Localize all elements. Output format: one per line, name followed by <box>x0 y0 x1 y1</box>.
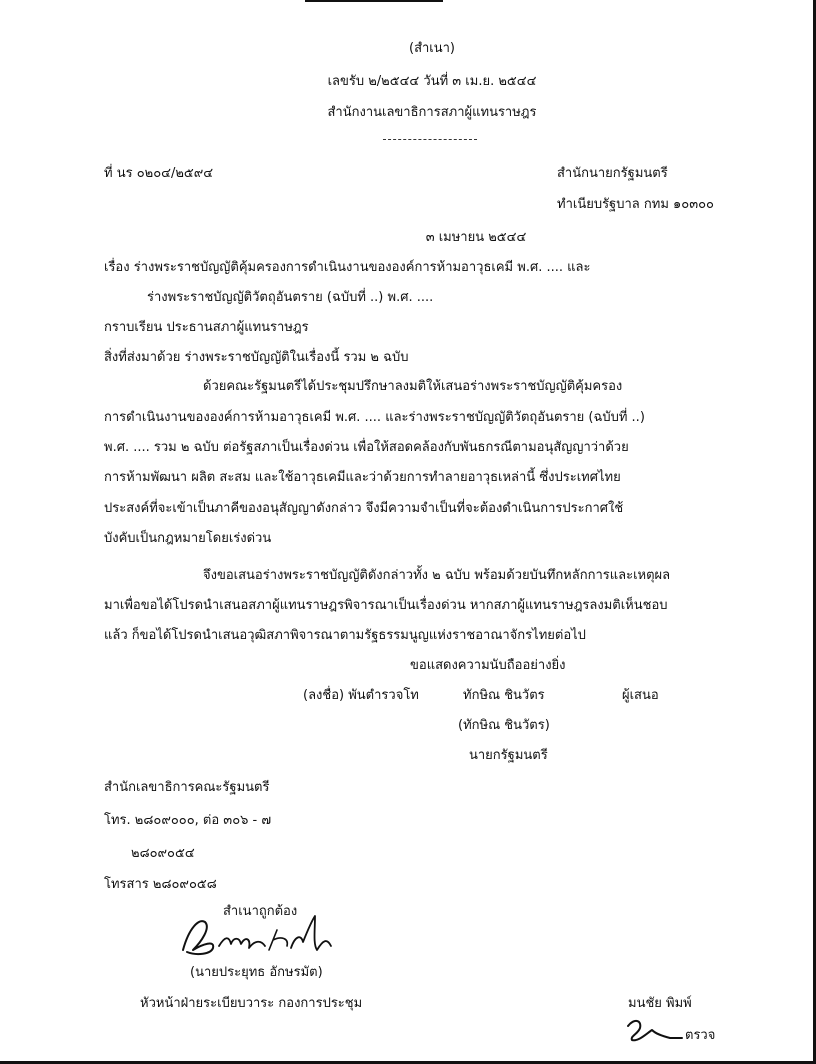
checker-initials <box>622 1014 686 1046</box>
certified-copy-label: สำเนาถูกต้อง <box>223 904 298 919</box>
typist: มนชัย พิมพ์ <box>628 996 692 1011</box>
subject-line-2: ร่างพระราชบัญญัติวัตถุอันตราย (ฉบับที่ ..) พ.ศ. .... <box>147 290 434 305</box>
copy-label: (สำเนา) <box>408 41 456 56</box>
closing: ขอแสดงความนับถืออย่างยิ่ง <box>410 658 566 673</box>
certifier-signature <box>175 910 355 962</box>
paragraph-2-line: แล้ว ก็ขอได้โปรดนำเสนอวุฒิสภาพิจารณาตามรัฐธรรมนูญแห่งราชอาณาจักรไทยต่อไป <box>104 628 586 643</box>
certifier-position: หัวหน้าฝ่ายระเบียบวาระ กองการประชุม <box>140 996 363 1011</box>
paragraph-1-line: พ.ศ. .... รวม ๒ ฉบับ ต่อรัฐสภาเป็นเรื่องด่วน เพื่อให้สอดคล้องกับพันธกรณีตามอนุสัญญาว่าด้วย <box>104 440 629 455</box>
dashed-separator <box>383 139 477 140</box>
top-scan-line <box>305 0 443 2</box>
sender-office: สำนักนายกรัฐมนตรี <box>557 166 668 181</box>
certifier-name: (นายประยุทธ อักษรมัต) <box>190 965 323 980</box>
receipt-number: เลขรับ ๒/๒๕๔๔ วันที่ ๓ เม.ย. ๒๕๔๔ <box>327 74 537 89</box>
signed-prefix: (ลงชื่อ) พันตำรวจโท <box>303 688 419 703</box>
letter-date: ๓ เมษายน ๒๕๔๔ <box>425 230 527 245</box>
telephone: โทร. ๒๘๐๙๐๐๐, ต่อ ๓๐๖ - ๗ <box>104 813 272 828</box>
telephone-2: ๒๘๐๙๐๕๔ <box>131 846 195 861</box>
signer-name-parenthesized: (ทักษิณ ชินวัตร) <box>458 718 550 733</box>
fax-number: โทรสาร ๒๘๐๙๐๕๘ <box>104 877 217 892</box>
paragraph-1-line: บังคับเป็นกฎหมายโดยเร่งด่วน <box>104 531 272 546</box>
paragraph-1-line: ด้วยคณะรัฐมนตรีได้ประชุมปรึกษาลงมติให้เสนอร่างพระราชบัญญัติคุ้มครอง <box>203 379 623 394</box>
receiving-office: สำนักงานเลขาธิการสภาผู้แทนราษฎร <box>327 105 537 120</box>
proposer-label: ผู้เสนอ <box>622 688 659 703</box>
paragraph-1-line: การดำเนินงานขององค์การห้ามอาวุธเคมี พ.ศ. .... และร่างพระราชบัญญัติวัตถุอันตราย (ฉบับที่ ..) <box>104 410 645 425</box>
paragraph-2-line: มาเพื่อขอได้โปรดนำเสนอสภาผู้แทนราษฎรพิจารณาเป็นเรื่องด่วน หากสภาผู้แทนราษฎรลงมติเห็นชอบ <box>104 598 668 613</box>
paragraph-1-line: การห้ามพัฒนา ผลิต สะสม และใช้อาวุธเคมีและว่าด้วยการทำลายอาวุธเหล่านี้ ซึ่งประเทศไทย <box>104 470 621 485</box>
signer-name: ทักษิณ ชินวัตร <box>463 688 545 703</box>
reference-number: ที่ นร ๐๒๐๔/๒๕๙๔ <box>104 166 214 181</box>
footer-office: สำนักเลขาธิการคณะรัฐมนตรี <box>104 780 270 795</box>
addressee: กราบเรียน ประธานสภาผู้แทนราษฎร <box>104 320 309 335</box>
signer-position: นายกรัฐมนตรี <box>469 748 548 763</box>
paragraph-1-line: ประสงค์ที่จะเข้าเป็นภาคีของอนุสัญญาดังกล่าว จึงมีความจำเป็นที่จะต้องดำเนินการประกาศใช้ <box>104 501 624 516</box>
sender-address: ทำเนียบรัฐบาล กทม ๑๐๓๐๐ <box>557 197 714 212</box>
subject-line-1: เรื่อง ร่างพระราชบัญญัติคุ้มครองการดำเนินงานขององค์การห้ามอาวุธเคมี พ.ศ. .... และ <box>104 260 591 275</box>
enclosure: สิ่งที่ส่งมาด้วย ร่างพระราชบัญญัติในเรื่องนี้ รวม ๒ ฉบับ <box>104 350 409 365</box>
paragraph-2-line: จึงขอเสนอร่างพระราชบัญญัติดังกล่าวทั้ง ๒ ฉบับ พร้อมด้วยบันทึกหลักการและเหตุผล <box>203 568 671 583</box>
checker-label: ตรวจ <box>685 1028 716 1043</box>
